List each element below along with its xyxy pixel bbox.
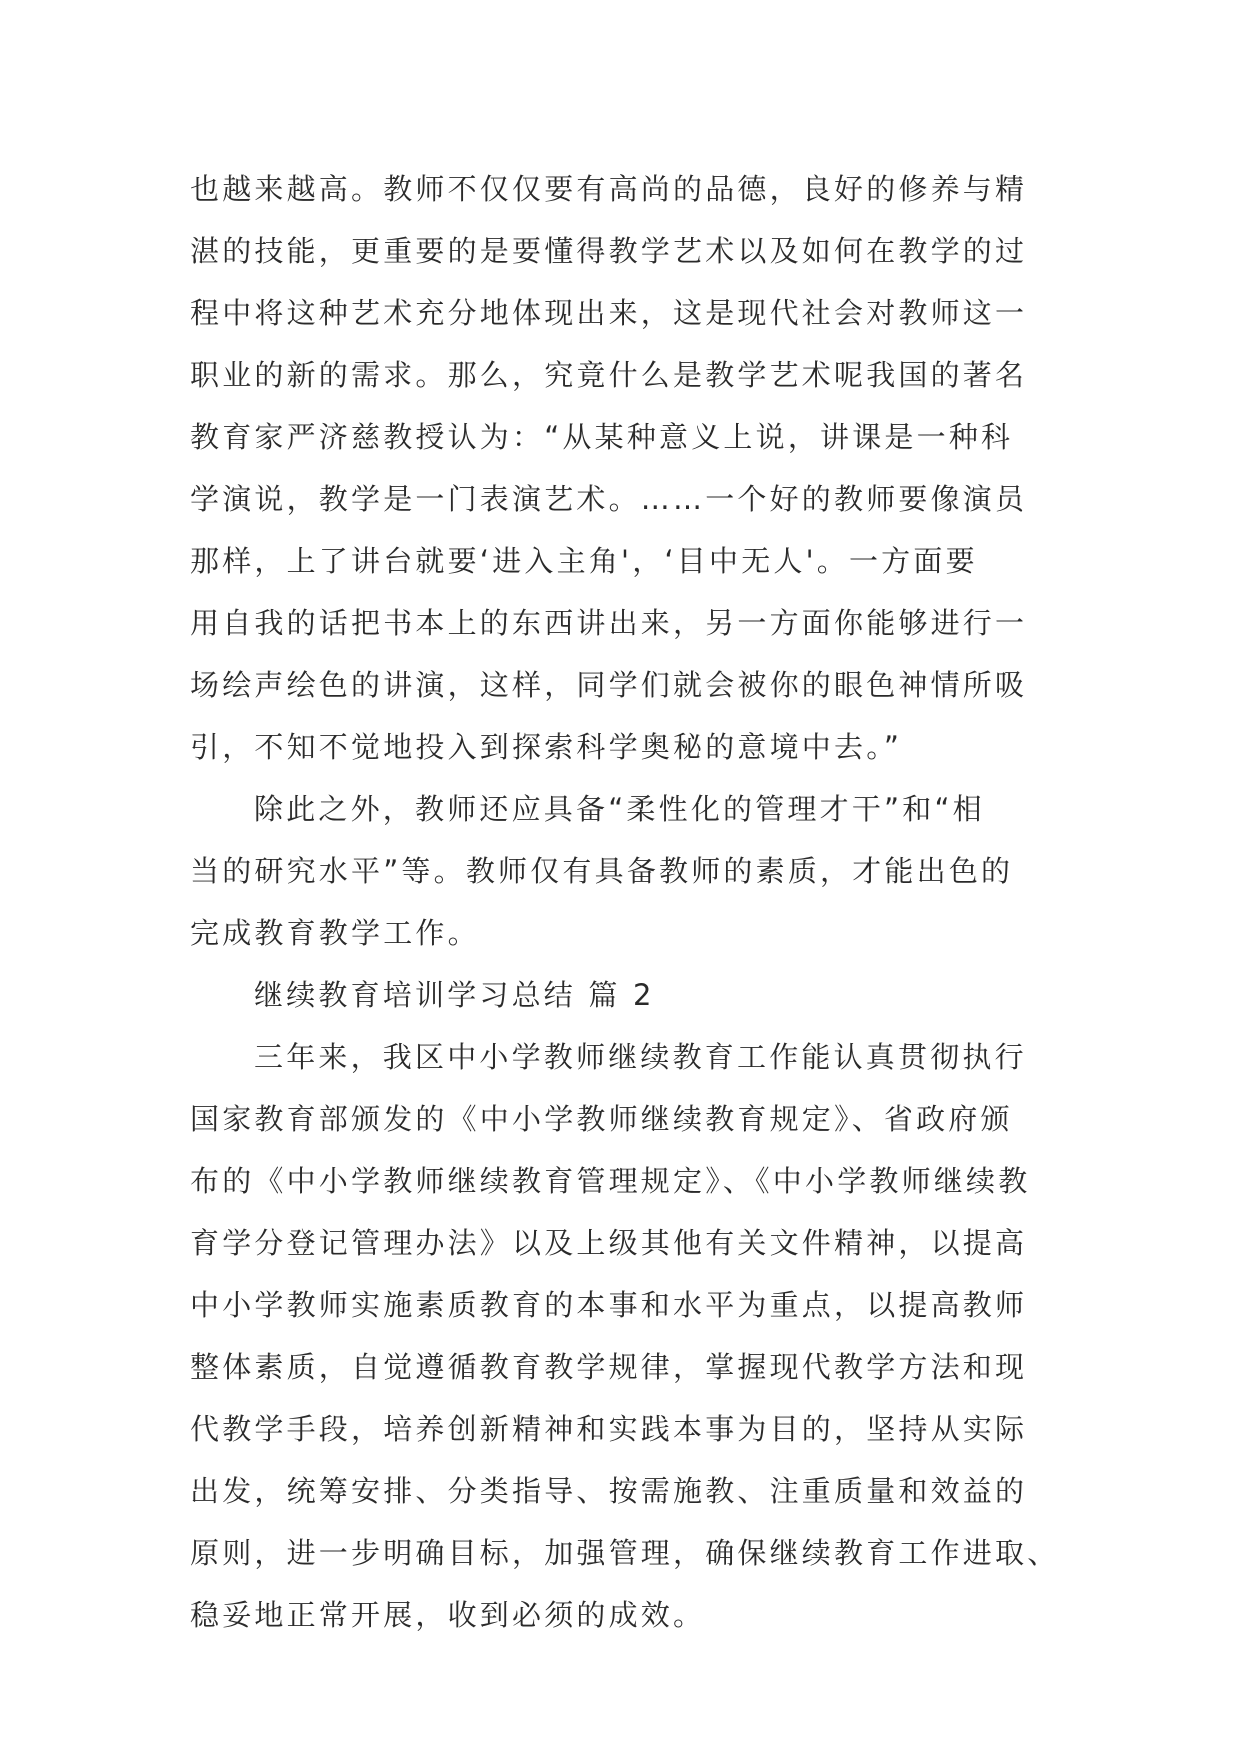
text-line: 用自我的话把书本上的东西讲出来，另一方面你能够进行一: [190, 606, 1028, 640]
text-line: 国家教育部颁发的《中小学教师继续教育规定》、省政府颁: [190, 1102, 1013, 1136]
text-line: 场绘声绘色的讲演，这样，同学们就会被你的眼色神情所吸: [190, 668, 1028, 702]
text-line: 布的《中小学教师继续教育管理规定》、《中小学教师继续教: [190, 1164, 1031, 1198]
text-line: 当的研究水平”等。教师仅有具备教师的素质，才能出色的: [190, 854, 1014, 888]
text-line: 学演说，教学是一门表演艺术。……一个好的教师要像演员: [190, 482, 1028, 516]
document-body: [190, 158, 1060, 1646]
text-line: 引，不知不觉地投入到探索科学奥秘的意境中去。”: [190, 730, 903, 764]
text-line: 也越来越高。教师不仅仅要有高尚的品德，良好的修养与精: [190, 172, 1028, 206]
paragraph-start-line: 除此之外，教师还应具备“柔性化的管理才干”和“相: [254, 792, 985, 826]
section-heading: 继续教育培训学习总结 篇 2: [254, 978, 655, 1012]
text-line: 程中将这种艺术充分地体现出来，这是现代社会对教师这一: [190, 296, 1028, 330]
text-line: 中小学教师实施素质教育的本事和水平为重点，以提高教师: [190, 1288, 1028, 1322]
text-line: 育学分登记管理办法》以及上级其他有关文件精神，以提高: [190, 1226, 1028, 1260]
text-line: 原则，进一步明确目标，加强管理，确保继续教育工作进取、: [190, 1536, 1060, 1570]
text-line: 湛的技能，更重要的是要懂得教学艺术以及如何在教学的过: [190, 234, 1028, 268]
text-line: 整体素质，自觉遵循教育教学规律，掌握现代教学方法和现: [190, 1350, 1028, 1384]
text-line: 职业的新的需求。那么，究竟什么是教学艺术呢我国的著名: [190, 358, 1028, 392]
paragraph-start-line: 三年来，我区中小学教师继续教育工作能认真贯彻执行: [254, 1040, 1027, 1074]
text-line: 稳妥地正常开展，收到必须的成效。: [190, 1598, 706, 1632]
text-line: 出发，统筹安排、分类指导、按需施教、注重质量和效益的: [190, 1474, 1028, 1508]
text-line: 教育家严济慈教授认为：“从某种意义上说，讲课是一种科: [190, 420, 1014, 454]
text-line: 代教学手段，培养创新精神和实践本事为目的，坚持从实际: [190, 1412, 1028, 1446]
text-line: 完成教育教学工作。: [190, 916, 480, 950]
text-line: 那样，上了讲台就要‘进入主角'，‘目中无人'。一方面要: [190, 544, 978, 578]
